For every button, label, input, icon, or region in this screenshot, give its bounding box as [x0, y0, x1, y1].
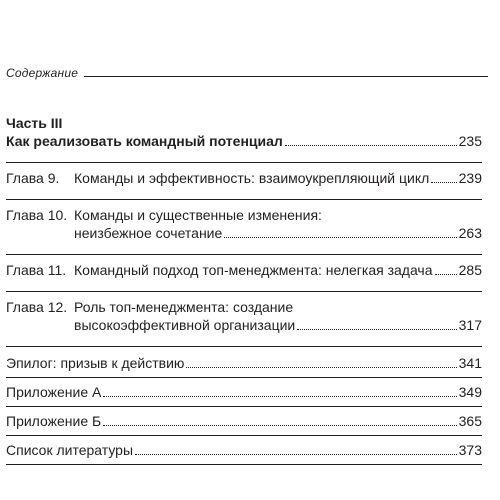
header-rule: [84, 76, 488, 77]
dot-leader: [135, 454, 457, 455]
toc-entry-chapter-9[interactable]: [6, 169, 482, 187]
toc-entry-title: Как реализовать командный потенциал: [6, 133, 283, 149]
toc-entry-epilogue[interactable]: [6, 354, 482, 378]
entry-page: 341: [458, 355, 482, 371]
section-divider: [6, 199, 482, 200]
chapter-title: Команды и эффективность: взаимоукрепляющий цикл: [74, 170, 430, 186]
chapter-title: Командный подход топ-менеджмента: нелегкая задача: [74, 262, 433, 278]
dot-leader: [435, 274, 457, 275]
chapter-title: Роль топ-менеджмента: создание: [74, 299, 294, 315]
entry-title: Эпилог: призыв к действию: [6, 355, 185, 371]
dot-leader: [103, 396, 456, 397]
section-divider: [6, 346, 482, 347]
section-divider: [6, 291, 482, 292]
dot-leader: [224, 237, 456, 238]
chapter-label: Глава 10.: [6, 207, 68, 223]
dot-leader: [186, 367, 456, 368]
toc-entry-chapter-12[interactable]: [6, 298, 482, 334]
header-label: Содержание: [6, 66, 79, 80]
toc-entry-chapter-11[interactable]: [6, 261, 482, 279]
toc-entry-bibliography[interactable]: [6, 441, 482, 465]
chapter-page: 239: [458, 170, 482, 186]
chapter-page: 285: [458, 262, 482, 278]
chapter-title-continued: высокоэффективной организации: [74, 317, 296, 333]
entry-page: 365: [458, 413, 482, 429]
section-divider: [6, 254, 482, 255]
dot-leader: [297, 329, 456, 330]
toc-entry-chapter-10[interactable]: [6, 206, 482, 242]
running-header: [6, 66, 488, 80]
chapter-label: Глава 11.: [6, 262, 67, 278]
dot-leader: [431, 182, 456, 183]
toc-entry-page: 235: [458, 133, 482, 149]
chapter-label: Глава 12.: [6, 299, 68, 315]
entry-page: 349: [458, 384, 482, 400]
entry-page: 373: [458, 442, 482, 458]
dot-leader: [285, 145, 457, 146]
table-of-contents: [6, 114, 482, 465]
toc-entry-appendix-b[interactable]: [6, 412, 482, 436]
entry-title: Приложение Б: [6, 413, 102, 429]
chapter-page: 263: [458, 225, 482, 241]
chapter-title: Команды и существенные изменения:: [74, 207, 322, 223]
part-label: Часть III: [6, 115, 63, 131]
chapter-title-continued: неизбежное сочетание: [74, 225, 223, 241]
chapter-page: 317: [458, 317, 482, 333]
dot-leader: [103, 425, 456, 426]
section-divider: [6, 162, 482, 163]
entry-title: Список литературы: [6, 442, 134, 458]
entry-title: Приложение А: [6, 384, 102, 400]
toc-entry-part[interactable]: [6, 132, 482, 150]
toc-entry-appendix-a[interactable]: [6, 383, 482, 407]
chapter-label: Глава 9.: [6, 170, 60, 186]
